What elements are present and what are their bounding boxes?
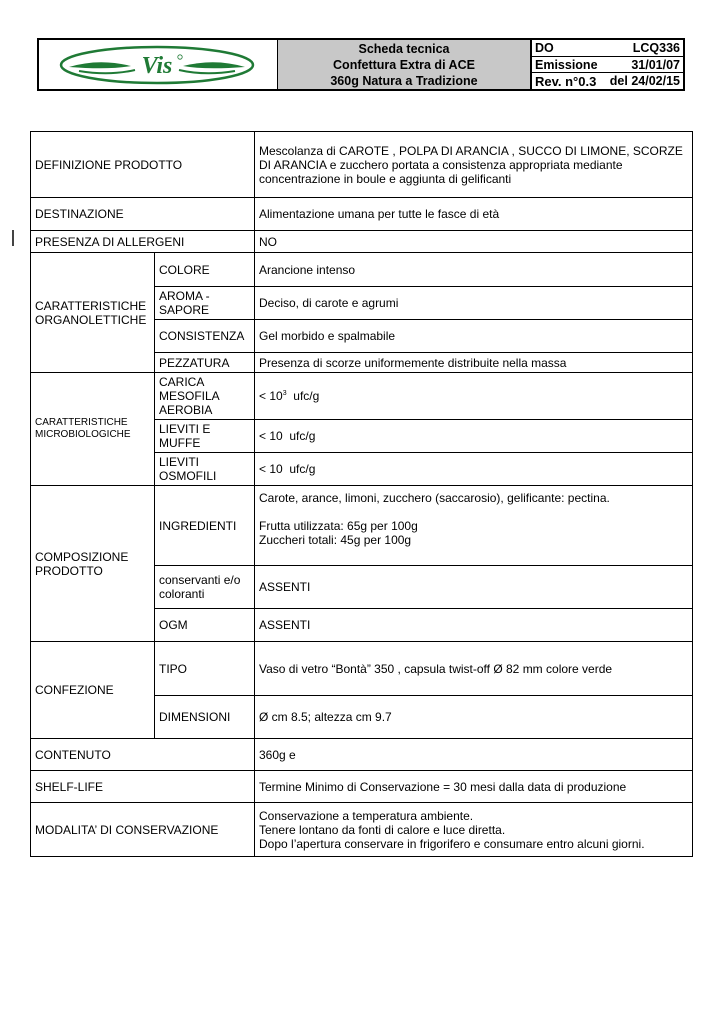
composizione-value: ASSENTI (255, 609, 693, 642)
emission-row (532, 57, 683, 74)
definizione-label: DEFINIZIONE PRODOTTO (31, 132, 255, 198)
contenuto-label: CONTENUTO (31, 739, 255, 771)
microbiologiche-label: CARATTERISTICHE MICROBIOLOGICHE (31, 373, 155, 486)
table-row (31, 803, 693, 857)
title-line-3: 360g Natura a Tradizione (330, 73, 478, 88)
microbiologiche-sub: LIEVITI E MUFFE (155, 420, 255, 453)
microbiologiche-sub: LIEVITI OSMOFILI (155, 453, 255, 486)
table-row (31, 739, 693, 771)
table-row (31, 771, 693, 803)
title-line-2: Confettura Extra di ACE (333, 57, 475, 72)
document-header (37, 38, 685, 91)
composizione-sub: INGREDIENTI (155, 486, 255, 566)
table-row (31, 132, 693, 198)
organolettiche-value: Arancione intenso (255, 253, 693, 287)
confezione-value: Ø cm 8.5; altezza cm 9.7 (255, 696, 693, 739)
composizione-value: ASSENTI (255, 566, 693, 609)
value-exponent: 3 (282, 390, 287, 397)
organolettiche-sub: CONSISTENZA (155, 320, 255, 353)
table-row (31, 253, 693, 287)
organolettiche-sub: COLORE (155, 253, 255, 287)
spec-table (30, 131, 693, 857)
code-value: LCQ336 (632, 40, 680, 55)
allergeni-label: PRESENZA DI ALLERGENI (31, 231, 255, 253)
code-label: DO (535, 40, 554, 55)
table-row (31, 486, 693, 566)
table-row (31, 642, 693, 696)
conservazione-value: Conservazione a temperatura ambiente. Tenere lontano da fonti di calore e luce diretta. Dopo l’apertura conservare in frigorifero e consumare entro alcuni giorni. (255, 803, 693, 857)
confezione-value: Vaso di vetro “Bontà” 350 , capsula twist-off Ø 82 mm colore verde (255, 642, 693, 696)
microbiologiche-value: < 10 ufc/g (255, 453, 693, 486)
table-row (31, 373, 693, 420)
microbiologiche-value (255, 373, 693, 420)
revision-margin-mark (12, 230, 14, 246)
organolettiche-sub: PEZZATURA (155, 353, 255, 373)
value-suffix: ufc/g (286, 389, 320, 403)
shelf-life-label: SHELF-LIFE (31, 771, 255, 803)
revision-row (532, 73, 683, 89)
composizione-sub: OGM (155, 609, 255, 642)
microbiologiche-sub: CARICA MESOFILA AEROBIA (155, 373, 255, 420)
composizione-value: Carote, arance, limoni, zucchero (saccarosio), gelificante: pectina. Frutta utilizzata: 65g per 100g Zuccheri totali: 45g per 100g (255, 486, 693, 566)
revision-label: Rev. n°0.3 (535, 73, 597, 89)
conservazione-label: MODALITA’ DI CONSERVAZIONE (31, 803, 255, 857)
table-row (31, 231, 693, 253)
document-meta (532, 40, 683, 89)
composizione-sub: conservanti e/o coloranti (155, 566, 255, 609)
code-row (532, 40, 683, 57)
definizione-value: Mescolanza di CAROTE , POLPA DI ARANCIA , SUCCO DI LIMONE, SCORZE DI ARANCIA e zucchero portata a consistenza appropriata mediante concentrazione in boule e aggiunta di gelificanti (255, 132, 693, 198)
vis-logo-icon (39, 40, 275, 89)
confezione-sub: TIPO (155, 642, 255, 696)
organolettiche-value: Deciso, di carote e agrumi (255, 287, 693, 320)
organolettiche-label: CARATTERISTICHE ORGANOLETTICHE (31, 253, 155, 373)
confezione-sub: DIMENSIONI (155, 696, 255, 739)
composizione-label: COMPOSIZIONE PRODOTTO (31, 486, 155, 642)
microbiologiche-value: < 10 ufc/g (255, 420, 693, 453)
document-title (278, 40, 532, 89)
value-prefix: < 10 (259, 389, 283, 403)
emission-value: 31/01/07 (631, 57, 680, 72)
organolettiche-value: Presenza di scorze uniformemente distribuite nella massa (255, 353, 693, 373)
logo-text: Vis (141, 53, 173, 79)
destinazione-value: Alimentazione umana per tutte le fasce di età (255, 198, 693, 231)
allergeni-value: NO (255, 231, 693, 253)
confezione-label: CONFEZIONE (31, 642, 155, 739)
emission-label: Emissione (535, 57, 598, 72)
shelf-life-value: Termine Minimo di Conservazione = 30 mesi dalla data di produzione (255, 771, 693, 803)
contenuto-value: 360g e (255, 739, 693, 771)
destinazione-label: DESTINAZIONE (31, 198, 255, 231)
organolettiche-sub: AROMA -SAPORE (155, 287, 255, 320)
title-line-1: Scheda tecnica (358, 41, 450, 56)
revision-value: del 24/02/15 (609, 74, 680, 89)
brand-logo (39, 40, 278, 89)
organolettiche-value: Gel morbido e spalmabile (255, 320, 693, 353)
table-row (31, 198, 693, 231)
